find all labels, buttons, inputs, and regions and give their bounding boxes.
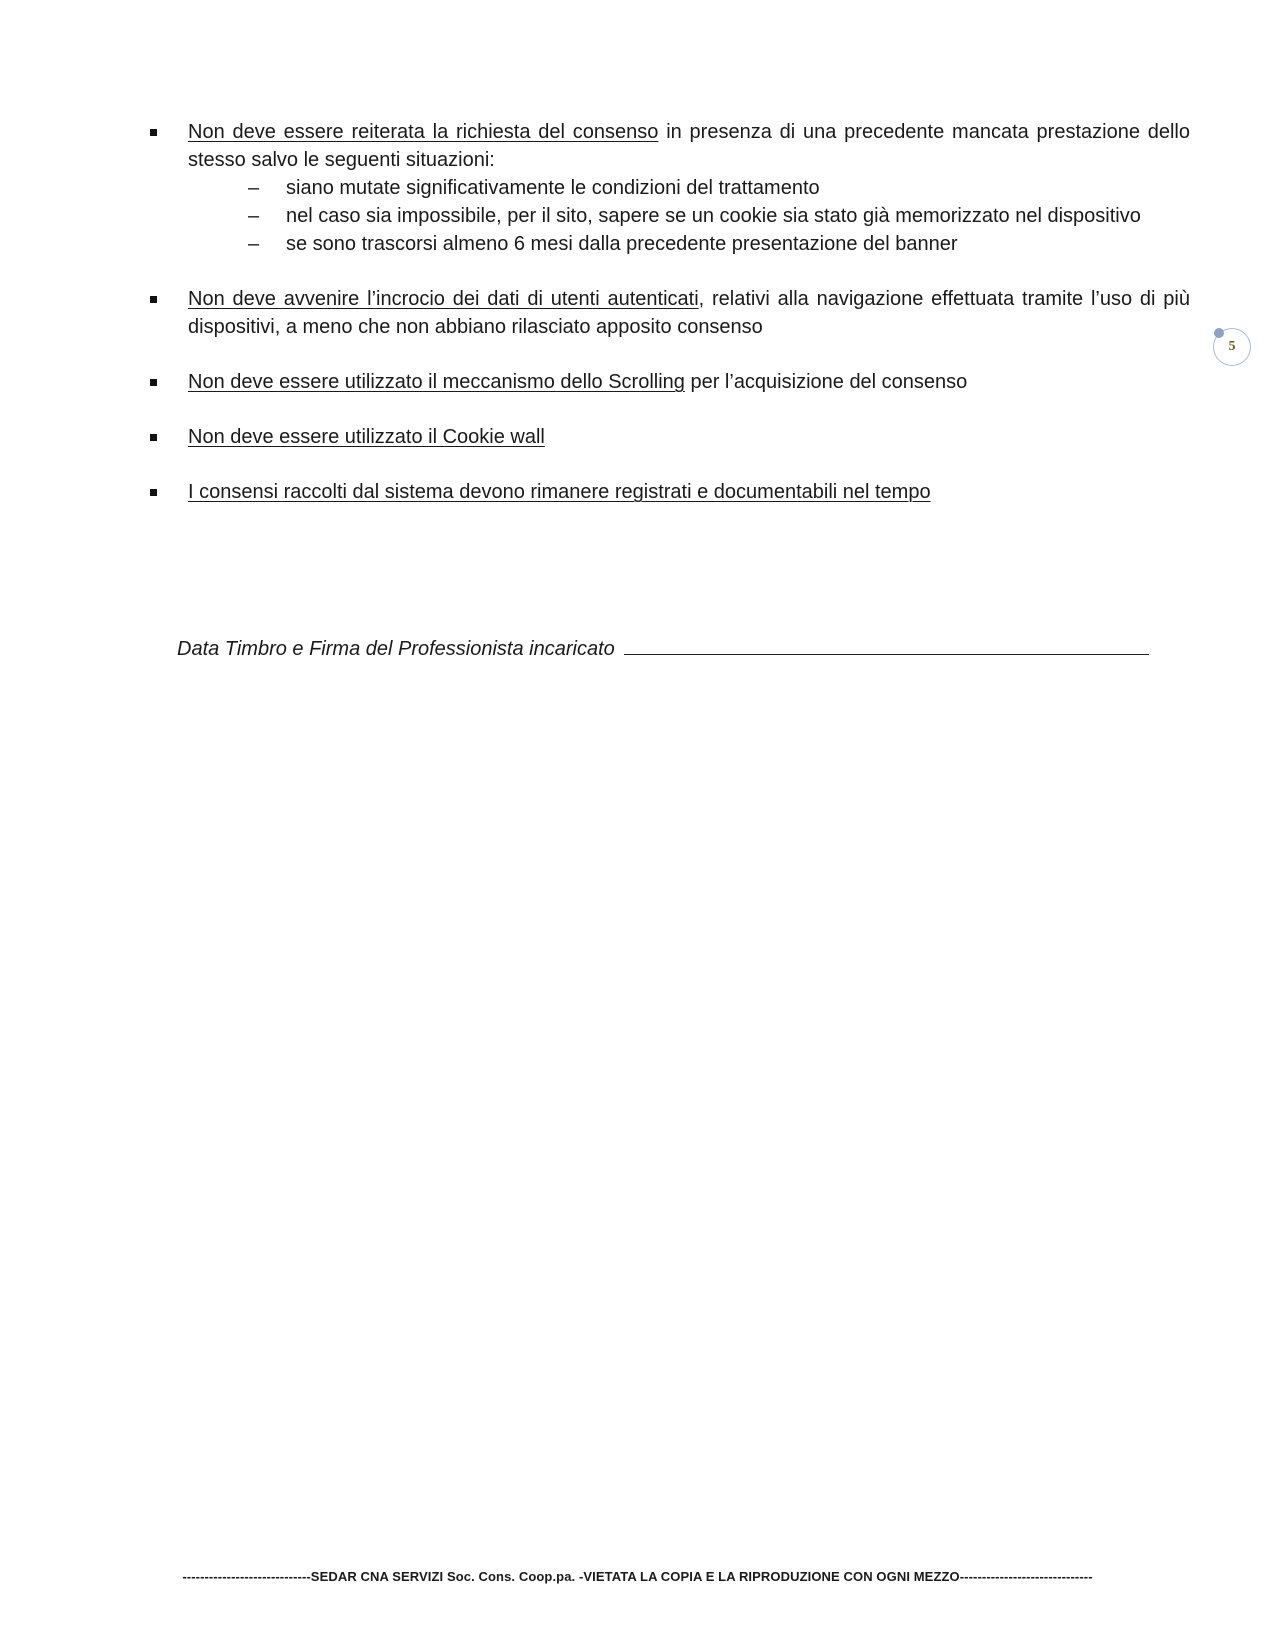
bullet-underlined-text: Non deve avvenire l’incrocio dei dati di utenti autenticati: [188, 288, 699, 310]
requirements-list: [150, 118, 1190, 506]
page-number-badge: 5: [1213, 328, 1251, 366]
square-bullet-icon: [150, 434, 157, 441]
sub-list-item: [188, 230, 1190, 258]
badge-dot-icon: [1214, 328, 1224, 338]
bullet-underlined-text: Non deve essere utilizzato il Cookie wall: [188, 426, 545, 448]
list-item: [150, 423, 1190, 451]
square-bullet-icon: [150, 379, 157, 386]
list-item: [150, 118, 1190, 258]
sub-list-item: [188, 174, 1190, 202]
sub-item-text: se sono trascorsi almeno 6 mesi dalla precedente presentazione del banner: [286, 233, 958, 255]
signature-label: Data Timbro e Firma del Professionista incaricato: [177, 638, 615, 660]
bullet-underlined-text: I consensi raccolti dal sistema devono rimanere registrati e documentabili nel tempo: [188, 481, 931, 503]
bullet-underlined-text: Non deve essere reiterata la richiesta del consenso: [188, 121, 659, 143]
dash-bullet-icon: –: [248, 177, 260, 199]
square-bullet-icon: [150, 296, 157, 303]
list-item: [150, 368, 1190, 396]
dash-bullet-icon: –: [248, 205, 260, 227]
list-item: [150, 285, 1190, 341]
signature-line: [177, 635, 1157, 663]
sub-list-item: [188, 202, 1190, 230]
bullet-text: , relativi alla navigazione effettuata tramite l’uso di più dispositivi, a meno che non abbiano rilasciato apposito consenso: [188, 288, 1190, 338]
square-bullet-icon: [150, 129, 157, 136]
sub-list: [188, 174, 1190, 258]
dash-bullet-icon: –: [248, 233, 260, 255]
bullet-text: per l’acquisizione del consenso: [684, 371, 968, 393]
sub-item-text: nel caso sia impossibile, per il sito, sapere se un cookie sia stato già memorizzato nel dispositivo: [286, 205, 1141, 227]
bullet-text: in presenza di una precedente mancata prestazione dello stesso salvo le seguenti situazioni:: [188, 121, 1190, 171]
square-bullet-icon: [150, 489, 157, 496]
signature-field[interactable]: [624, 636, 1149, 655]
list-item: [150, 478, 1190, 506]
footer-notice: -----------------------------SEDAR CNA SERVIZI Soc. Cons. Coop.pa. -VIETATA LA COPIA E LA RIPRODUZIONE CON OGNI MEZZO------------------------------: [182, 1569, 1093, 1584]
bullet-underlined-text: Non deve essere utilizzato il meccanismo dello Scrolling: [188, 371, 685, 393]
sub-item-text: siano mutate significativamente le condizioni del trattamento: [286, 177, 820, 199]
